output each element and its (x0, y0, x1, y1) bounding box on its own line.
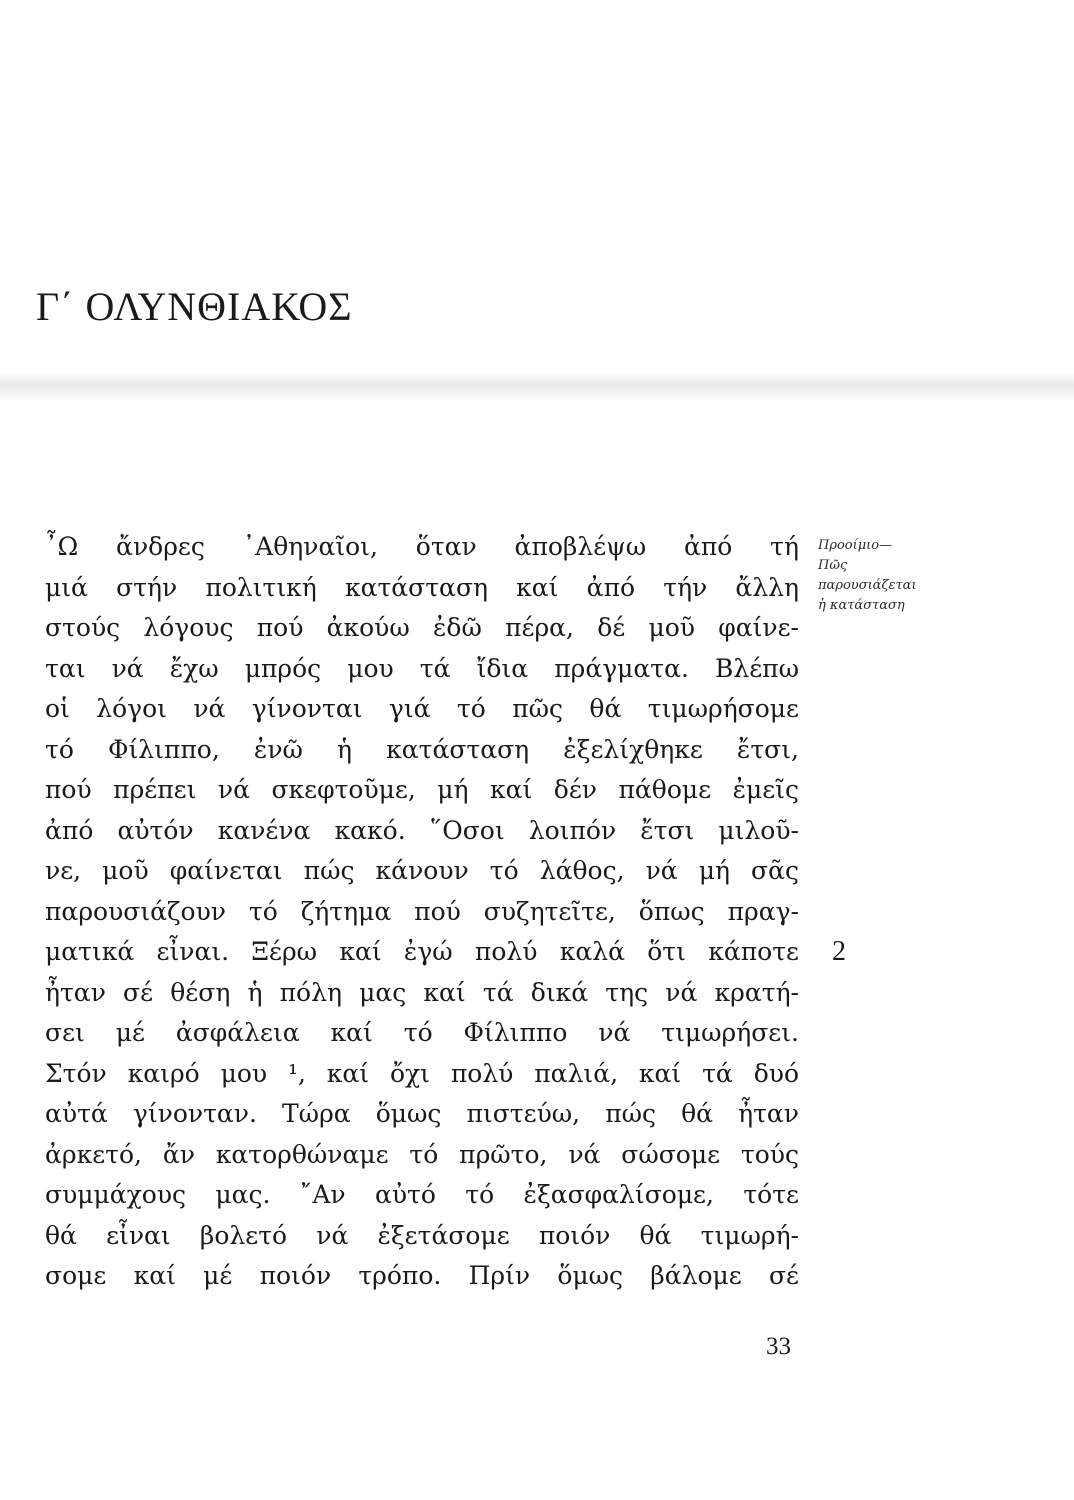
text-line: νε, μοῦ φαίνεται πώς κάνουν τό λάθος, νά μή σᾶς (45, 856, 799, 885)
text-line: συμμάχους μας. ῎Αν αὐτό τό ἐξασφαλίσομε, τότε (45, 1180, 799, 1209)
margin-note (818, 536, 968, 616)
text-line: μιά στήν πολιτική κατάσταση καί ἀπό τήν ἄλλη (45, 572, 799, 602)
chapter-title: Γ΄ ΟΛΥΝΘΙΑΚΟΣ (36, 284, 353, 329)
text-line: αὐτά γίνονταν. Τώρα ὅμως πιστεύω, πώς θά ἦταν (45, 1099, 799, 1128)
text-line: θά εἶναι βολετό νά ἐξετάσομε ποιόν θά τιμωρή- (45, 1220, 799, 1250)
text-line: Στόν καιρό μου ¹, καί ὄχι πολύ παλιά, καί τά δυό (45, 1058, 799, 1088)
margin-note-line: Προοίμιο— (818, 538, 893, 553)
text-line: οἱ λόγοι νά γίνονται γιά τό πῶς θά τιμωρήσομε (45, 694, 799, 723)
margin-note-line: ἡ κατάσταση (818, 598, 905, 613)
text-line: τό Φίλιππο, ἐνῶ ἡ κατάσταση ἐξελίχθηκε ἔτσι, (45, 734, 799, 764)
text-line: σει μέ ἀσφάλεια καί τό Φίλιππο νά τιμωρήσει. (45, 1018, 799, 1047)
body-text (45, 527, 799, 1297)
scan-shadow-band (0, 372, 1074, 402)
text-line: σομε καί μέ ποιόν τρόπο. Πρίν ὅμως βάλομε σέ (45, 1261, 799, 1290)
text-line: ἀπό αὐτόν κανένα κακό. ῞Οσοι λοιπόν ἔτσι μιλοῦ- (45, 815, 799, 845)
margin-note-line: παρουσιάζεται (818, 578, 917, 593)
text-line: ῏Ω ἄνδρες ᾿Αθηναῖοι, ὅταν ἀποβλέψω ἀπό τή (45, 532, 799, 561)
text-line: παρουσιάζουν τό ζήτημα πού συζητεῖτε, ὅπως πραγ- (45, 896, 799, 926)
section-number: 2 (832, 936, 846, 967)
page-number: 33 (766, 1333, 791, 1360)
text-line: ματικά εἶναι. Ξέρω καί ἐγώ πολύ καλά ὅτι κάποτε (45, 937, 799, 966)
text-line: ται νά ἔχω μπρός μου τά ἴδια πράγματα. Βλέπω (45, 653, 799, 683)
text-line: στούς λόγους πού ἀκούω ἐδῶ πέρα, δέ μοῦ φαίνε- (45, 613, 799, 642)
text-line: πού πρέπει νά σκεφτοῦμε, μή καί δέν πάθομε ἐμεῖς (45, 775, 799, 804)
text-line: ἦταν σέ θέση ἡ πόλη μας καί τά δικά της νά κρατή- (45, 977, 799, 1007)
text-line: ἀρκετό, ἄν κατορθώναμε τό πρῶτο, νά σώσομε τούς (45, 1139, 799, 1169)
margin-note-line: Πῶς (818, 558, 848, 573)
